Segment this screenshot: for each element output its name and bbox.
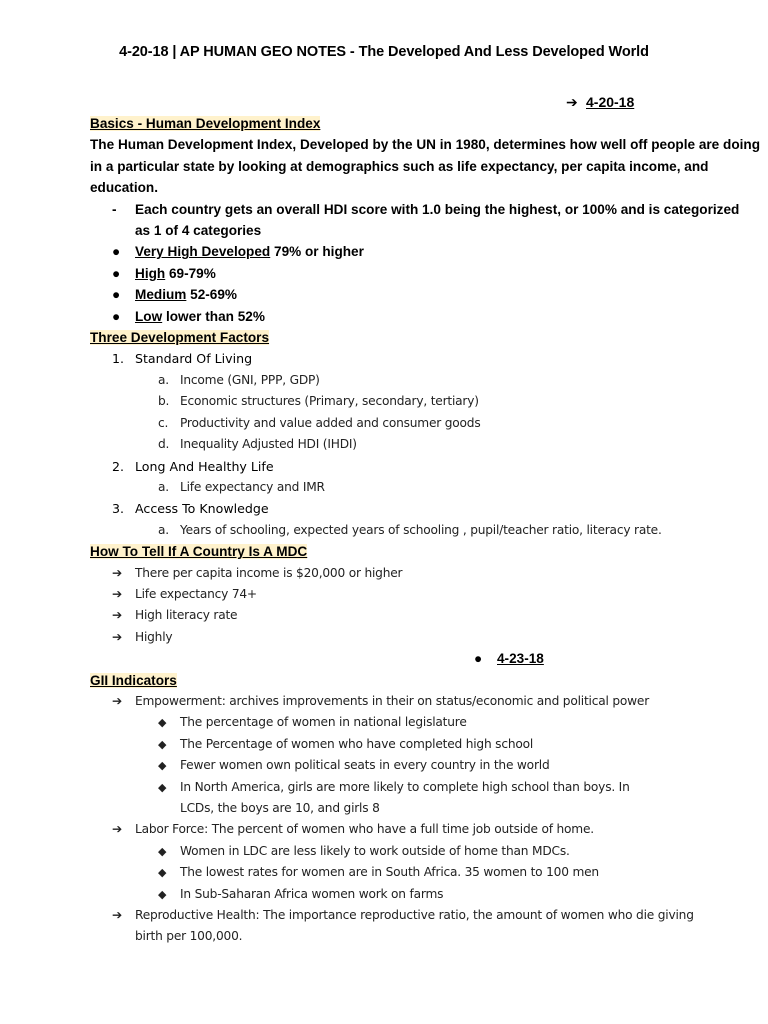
arrow-icon: ➔ — [112, 586, 123, 601]
factor-subitem — [90, 391, 690, 412]
bullet-icon: ● — [112, 308, 121, 324]
factor-item — [90, 348, 690, 369]
gii-subitem — [90, 841, 690, 862]
arrow-icon: ➔ — [112, 629, 123, 644]
mdc-text: There per capita income is $20,000 or higher — [135, 565, 403, 580]
subitem-text: Life expectancy and IMR — [180, 479, 325, 494]
subitem-text: Income (GNI, PPP, GDP) — [180, 372, 320, 387]
section-heading-factors: Three Development Factors — [90, 330, 270, 346]
subitem-letter: b. — [158, 394, 170, 409]
arrow-icon: ➔ — [112, 608, 123, 623]
bullet-icon: ● — [474, 651, 483, 667]
notes-body — [90, 113, 761, 948]
factor-item — [90, 498, 690, 519]
gii-subitem — [90, 777, 690, 798]
mdc-text: High literacy rate — [135, 608, 238, 623]
bullet-icon: ● — [112, 244, 121, 260]
gii-subitem-cont — [90, 798, 690, 819]
mdc-item — [90, 584, 690, 605]
bullet-icon: ● — [112, 287, 121, 303]
gii-subitem — [90, 712, 690, 733]
factor-label: Long And Healthy Life — [135, 458, 274, 474]
diamond-icon: ◆ — [158, 887, 167, 901]
dash-item-cont: as 1 of 4 categories — [135, 223, 262, 239]
diamond-icon: ◆ — [158, 716, 167, 730]
section-heading-gii: GII Indicators — [90, 672, 177, 688]
factor-number: 3. — [112, 501, 125, 517]
intro-line: in a particular state by looking at demographics such as life expectancy, per capita income, and — [90, 158, 709, 174]
gii-item — [90, 905, 694, 926]
gii-text: Empowerment: archives improvements in their on status/economic and political power — [135, 693, 650, 708]
category-range: 79% or higher — [270, 244, 364, 260]
category-range: 69-79% — [165, 265, 216, 281]
intro-line: education. — [90, 180, 158, 196]
mdc-item — [90, 605, 690, 626]
gii-subtext: LCDs, the boys are 10, and girls 8 — [180, 800, 380, 815]
subitem-letter: c. — [158, 415, 169, 430]
gii-subitem — [90, 862, 690, 883]
date-marker-1 — [566, 94, 634, 111]
diamond-icon: ◆ — [158, 866, 167, 880]
gii-item — [90, 819, 690, 840]
arrow-icon: ➔ — [112, 822, 123, 837]
diamond-icon: ◆ — [158, 759, 167, 773]
factor-label: Standard Of Living — [135, 351, 253, 367]
section-heading-mdc: How To Tell If A Country Is A MDC — [90, 544, 308, 560]
diamond-icon: ◆ — [158, 844, 167, 858]
factor-number: 1. — [112, 351, 125, 367]
factor-subitem — [90, 434, 690, 455]
mdc-item — [90, 627, 690, 648]
section-heading-basics: Basics - Human Development Index — [90, 116, 321, 131]
arrow-icon: ➔ — [112, 908, 123, 923]
arrow-icon: ➔ — [112, 565, 123, 580]
diamond-icon: ◆ — [158, 780, 167, 794]
document-title: 4-20-18 | AP HUMAN GEO NOTES - The Developed And Less Developed World — [119, 44, 649, 60]
arrow-icon: ➔ — [566, 94, 578, 110]
dash-item: - Each country gets an overall HDI score with 1.0 being the highest, or 100% and is categorized — [90, 199, 690, 220]
diamond-icon: ◆ — [158, 737, 167, 751]
factor-number: 2. — [112, 458, 125, 474]
subitem-letter: a. — [158, 372, 169, 387]
factor-subitem — [90, 370, 690, 391]
gii-text: birth per 100,000. — [135, 929, 243, 944]
category-name: High — [135, 265, 166, 281]
subitem-text: Economic structures (Primary, secondary, tertiary) — [180, 394, 479, 409]
gii-item-cont — [90, 926, 690, 947]
bullet-icon: ● — [112, 265, 121, 281]
category-name: Medium — [135, 287, 187, 303]
mdc-text: Life expectancy 74+ — [135, 586, 257, 601]
intro-line: The Human Development Index, Developed by the UN in 1980, determines how well off people are doing — [90, 137, 761, 153]
factor-subitem — [90, 477, 690, 498]
gii-subtext: In Sub-Saharan Africa women work on farms — [180, 886, 444, 901]
category-range: lower than 52% — [162, 308, 265, 324]
factor-subitem — [90, 520, 690, 541]
subitem-text: Years of schooling, expected years of schooling , pupil/teacher ratio, literacy rate. — [180, 522, 662, 537]
date-marker-2 — [90, 648, 690, 669]
factor-subitem — [90, 413, 690, 434]
arrow-icon: ➔ — [112, 693, 123, 708]
category-name: Very High Developed — [135, 244, 271, 260]
gii-subtext: Women in LDC are less likely to work outside of home than MDCs. — [180, 843, 570, 858]
factor-label: Access To Knowledge — [135, 501, 269, 517]
category-item — [90, 306, 690, 327]
dash-marker: - — [112, 201, 117, 217]
category-name: Low — [135, 308, 163, 324]
gii-subitem — [90, 734, 690, 755]
mdc-text: Highly — [135, 629, 173, 644]
gii-subitem — [90, 884, 690, 905]
category-range: 52-69% — [186, 287, 237, 303]
gii-text: Labor Force: The percent of women who have a full time job outside of home. — [135, 822, 594, 837]
mdc-item — [90, 563, 690, 584]
category-item — [90, 284, 690, 305]
category-item — [90, 263, 690, 284]
gii-subtext: In North America, girls are more likely to complete high school than boys. In — [180, 779, 630, 794]
gii-subtext: Fewer women own political seats in every country in the world — [180, 758, 550, 773]
subitem-text: Productivity and value added and consumer goods — [180, 415, 481, 430]
factor-item — [90, 456, 690, 477]
gii-subitem — [90, 755, 690, 776]
gii-subtext: The lowest rates for women are in South Africa. 35 women to 100 men — [180, 865, 599, 880]
subitem-letter: a. — [158, 522, 169, 537]
gii-item — [90, 691, 690, 712]
gii-subtext: The percentage of women in national legislature — [180, 715, 467, 730]
subitem-letter: a. — [158, 479, 169, 494]
date-label: 4-20-18 — [586, 94, 635, 110]
category-item — [90, 241, 690, 262]
subitem-text: Inequality Adjusted HDI (IHDI) — [180, 437, 357, 452]
subitem-letter: d. — [158, 437, 170, 452]
date-label: 4-23-18 — [497, 651, 544, 667]
gii-subtext: The Percentage of women who have completed high school — [180, 736, 534, 751]
gii-text: Reproductive Health: The importance reproductive ratio, the amount of women who die giving — [135, 908, 694, 923]
